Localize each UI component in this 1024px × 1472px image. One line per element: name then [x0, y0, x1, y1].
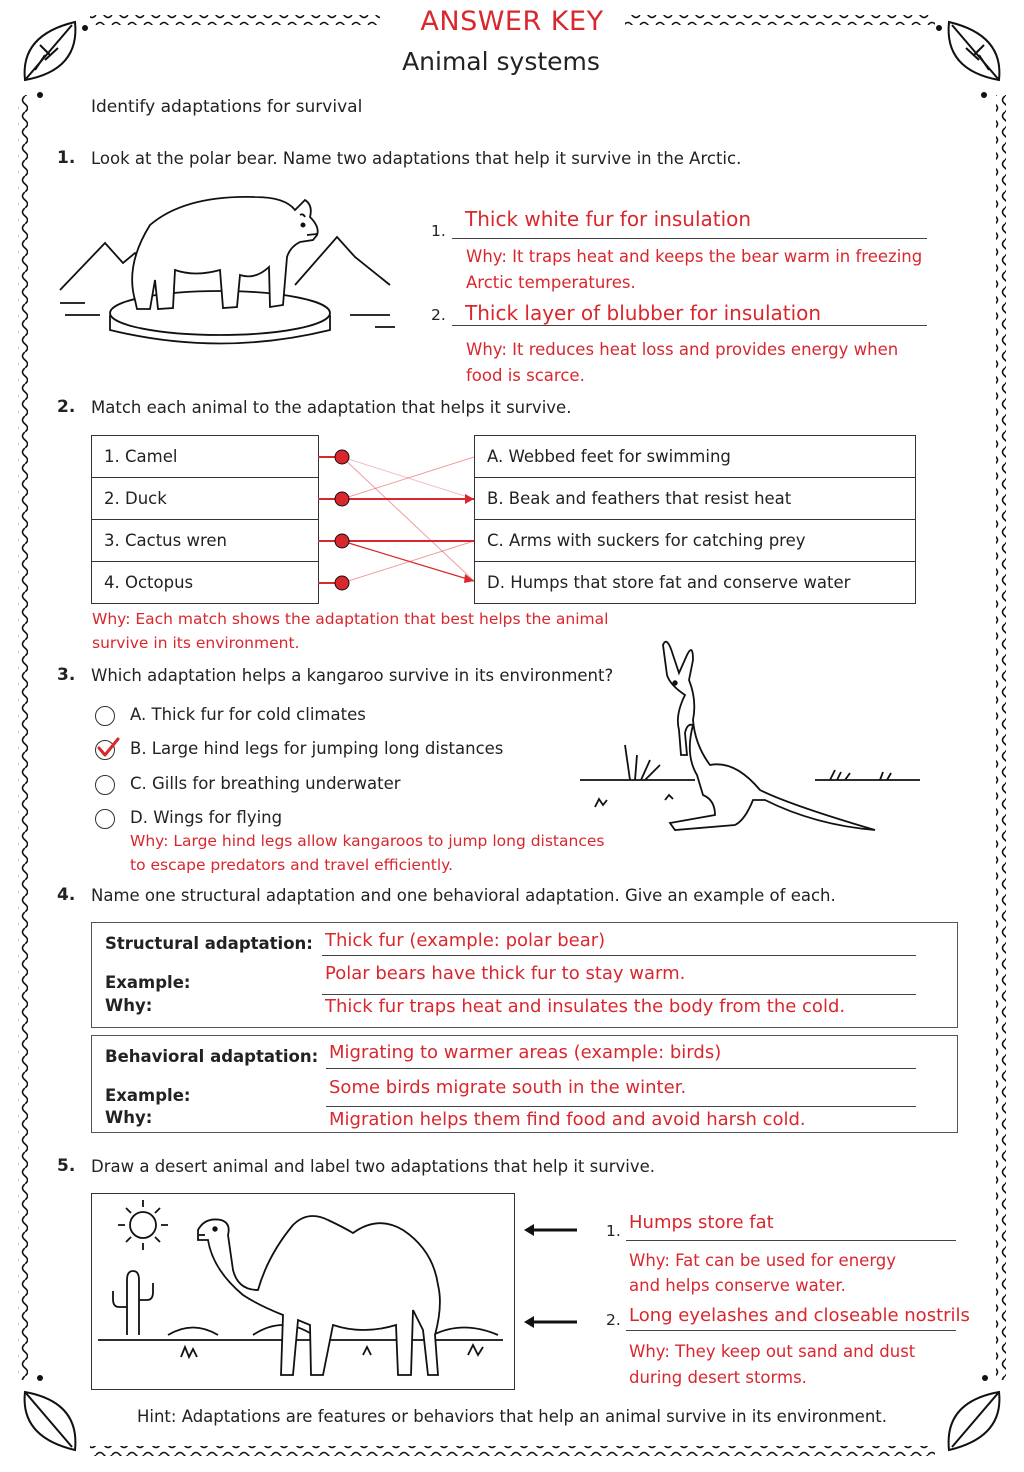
q5-label-1-number: 1. [606, 1222, 621, 1240]
structural-example-label: Example: [105, 973, 191, 992]
q1-answer-1-number: 1. [431, 222, 446, 240]
q2-text: Match each animal to the adaptation that helps it survive. [91, 398, 572, 417]
match-right-d [474, 561, 916, 604]
match-left-label: 1. Camel [104, 447, 178, 466]
q5-number: 5. [57, 1156, 76, 1176]
match-left-duck [91, 477, 319, 520]
structural-why: Thick fur traps heat and insulates the body from the cold. [325, 996, 846, 1017]
structural-example: Polar bears have thick fur to stay warm. [325, 963, 686, 984]
page-subtitle: Identify adaptations for survival [91, 97, 363, 117]
q5-label-1-line [626, 1240, 956, 1241]
match-right-a [474, 435, 916, 478]
q3-why-line1: Why: Large hind legs allow kangaroos to jump long distances [130, 832, 605, 850]
q5-label-1-answer: Humps store fat [629, 1212, 774, 1233]
q3-option-c-radio[interactable] [95, 775, 115, 795]
q3-option-c-label: C. Gills for breathing underwater [130, 774, 401, 793]
structural-label: Structural adaptation: [105, 934, 313, 953]
behavioral-answer: Migrating to warmer areas (example: birds) [329, 1042, 722, 1063]
match-right-label: C. Arms with suckers for catching prey [487, 531, 806, 550]
q1-answer-2-number: 2. [431, 306, 446, 324]
match-left-octopus [91, 561, 319, 604]
page-title: Animal systems [402, 47, 600, 76]
match-right-c [474, 519, 916, 562]
q3-why-line2: to escape predators and travel efficiently. [130, 856, 454, 874]
behavioral-example-label: Example: [105, 1086, 191, 1105]
behavioral-answer-line [326, 1068, 916, 1069]
q5-label-2-why-line1: Why: They keep out sand and dust [629, 1342, 916, 1361]
structural-answer: Thick fur (example: polar bear) [325, 930, 606, 951]
match-right-b [474, 477, 916, 520]
q1-answer-2-why-line2: food is scarce. [466, 366, 585, 385]
q2-why-line1: Why: Each match shows the adaptation that best helps the animal [92, 610, 609, 628]
match-right-label: B. Beak and feathers that resist heat [487, 489, 792, 508]
q1-text: Look at the polar bear. Name two adaptations that help it survive in the Arctic. [91, 149, 742, 168]
q5-label-1-why-line2: and helps conserve water. [629, 1276, 846, 1295]
q5-label-2-why-line2: during desert storms. [629, 1368, 807, 1387]
match-right-label: A. Webbed feet for swimming [487, 447, 731, 466]
q4-number: 4. [57, 885, 76, 905]
q1-number: 1. [57, 148, 76, 168]
q1-answer-1-line [452, 238, 927, 239]
q5-label-1-why-line1: Why: Fat can be used for energy [629, 1251, 897, 1270]
match-left-label: 4. Octopus [104, 573, 194, 592]
matching-lines [318, 435, 478, 605]
match-left-cactus-wren [91, 519, 319, 562]
behavioral-why-label: Why: [105, 1108, 153, 1127]
q4-text: Name one structural adaptation and one behavioral adaptation. Give an example of each. [91, 886, 836, 905]
behavioral-example-line [326, 1106, 916, 1107]
structural-answer-line [322, 955, 916, 956]
q1-answer-1-why-line1: Why: It traps heat and keeps the bear warm in freezing [466, 247, 923, 266]
checkmark-icon [96, 735, 122, 761]
q3-option-d-label: D. Wings for flying [130, 808, 283, 827]
behavioral-why: Migration helps them find food and avoid harsh cold. [329, 1109, 806, 1130]
structural-example-line [322, 994, 916, 995]
match-left-camel [91, 435, 319, 478]
q1-answer-1-text: Thick white fur for insulation [465, 207, 752, 231]
q1-answer-2-text: Thick layer of blubber for insulation [465, 301, 822, 325]
q2-number: 2. [57, 397, 76, 417]
answer-key-heading: ANSWER KEY [420, 6, 604, 37]
arrow-left-icon [522, 1222, 578, 1238]
polar-bear-illustration [55, 185, 405, 355]
q1-answer-2-why-line1: Why: It reduces heat loss and provides energy when [466, 340, 899, 359]
q1-answer-1-why-line2: Arctic temperatures. [466, 273, 636, 292]
match-left-label: 3. Cactus wren [104, 531, 227, 550]
q5-label-2-line [626, 1330, 956, 1331]
hint-text: Hint: Adaptations are features or behaviors that help an animal survive in its environment. [136, 1407, 888, 1426]
camel-drawing [93, 1195, 513, 1388]
behavioral-example: Some birds migrate south in the winter. [329, 1077, 687, 1098]
q5-text: Draw a desert animal and label two adaptations that help it survive. [91, 1157, 655, 1176]
behavioral-label: Behavioral adaptation: [105, 1047, 319, 1066]
q3-option-a-radio[interactable] [95, 706, 115, 726]
match-left-label: 2. Duck [104, 489, 167, 508]
arrow-left-icon [522, 1314, 578, 1330]
q5-label-2-number: 2. [606, 1311, 621, 1329]
kangaroo-illustration [575, 625, 925, 845]
q3-option-d-radio[interactable] [95, 809, 115, 829]
q3-text: Which adaptation helps a kangaroo survive in its environment? [91, 666, 614, 685]
q3-option-a-label: A. Thick fur for cold climates [130, 705, 366, 724]
q5-label-2-answer: Long eyelashes and closeable nostrils [629, 1305, 970, 1326]
q3-number: 3. [57, 665, 76, 685]
q3-option-b-label: B. Large hind legs for jumping long distances [130, 739, 504, 758]
match-right-label: D. Humps that store fat and conserve water [487, 573, 851, 592]
q1-answer-2-line [452, 325, 927, 326]
structural-why-label: Why: [105, 996, 153, 1015]
q2-why-line2: survive in its environment. [92, 634, 300, 652]
